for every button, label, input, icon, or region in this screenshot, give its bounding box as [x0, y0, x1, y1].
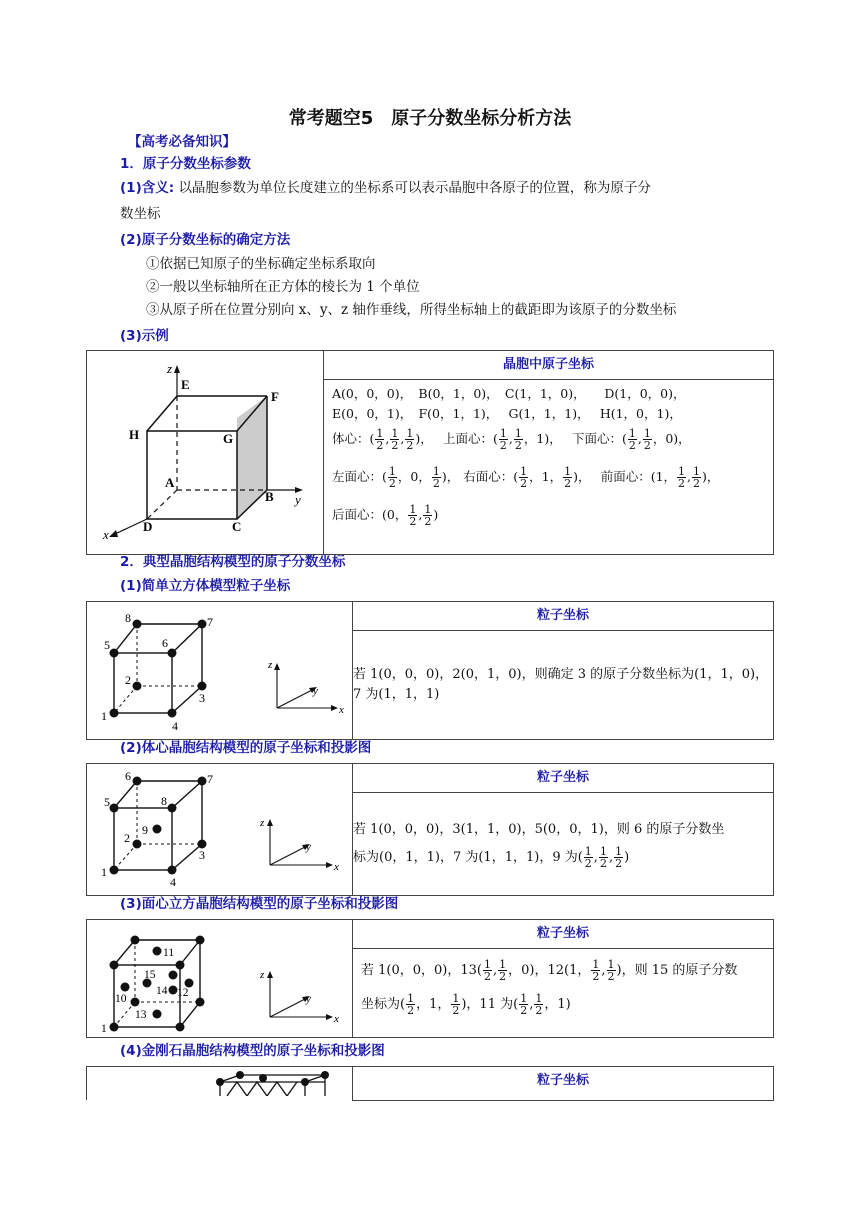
- definition-text: 以晶胞参数为单位长度建立的坐标系可以表示晶胞中各原子的位置，称为原子分: [178, 180, 651, 196]
- bcc-text: 若 1(0，0，0)，3(1，1，0)，5(0，0，1)，则 6 的原子分数坐 标为(0，1，1)，7 为(1，1，1)，9 为( $\frac{1}{2}$ , $\frac{1}{2}$ , $\frac{1}{2}$ ): [353, 793, 774, 896]
- bcc-table: [86, 763, 774, 896]
- vertex-label: F: [271, 389, 279, 404]
- svg-text:5: 5: [104, 795, 110, 809]
- simple-cubic-text: 若 1(0，0，0)，2(0，1，0)，则确定 3 的原子分数坐标为(1，1，0)，7 为(1，1，1): [353, 631, 774, 740]
- svg-text:4: 4: [172, 719, 178, 733]
- svg-text:5: 5: [104, 638, 110, 652]
- svg-text:10: 10: [115, 993, 127, 1005]
- diamond-header: 粒子坐标: [353, 1067, 774, 1101]
- cube-diagram-cell: [87, 351, 324, 555]
- svg-text:9: 9: [142, 823, 148, 837]
- svg-text:2: 2: [124, 831, 130, 845]
- simple-cubic-table: [86, 601, 774, 740]
- svg-text:1: 1: [101, 1023, 107, 1033]
- svg-text:13: 13: [135, 1009, 147, 1021]
- method-label: (2)原子分数坐标的确定方法: [120, 232, 291, 248]
- example-label: (3)示例: [120, 328, 169, 344]
- coord-row: E(0，0，1)， F(0，1，1)， G(1，1，1)， H(1，0，1)，: [332, 406, 682, 421]
- svg-text:x: x: [339, 704, 344, 716]
- svg-text:z: z: [268, 659, 273, 671]
- heading-1: 1．原子分数坐标参数: [120, 156, 251, 172]
- left-center-label: 左面心：: [332, 469, 383, 484]
- svg-text:3: 3: [199, 691, 205, 705]
- svg-text:6: 6: [162, 636, 168, 650]
- vertex-label: D: [143, 519, 153, 534]
- svg-text:y: y: [306, 841, 311, 853]
- vertex-label: E: [181, 377, 190, 392]
- svg-text:1: 1: [101, 709, 107, 723]
- svg-text:1: 1: [101, 865, 107, 879]
- bcc-diagram: [87, 764, 352, 891]
- diamond-diagram-cell: [87, 1067, 353, 1101]
- subheading-bcc: (2)体心晶胞结构模型的原子坐标和投影图: [120, 740, 372, 756]
- axis-label: y: [295, 492, 301, 507]
- definition-cont: 数坐标: [120, 206, 161, 222]
- definition-label: (1)含义:: [120, 180, 175, 196]
- diamond-table: [86, 1066, 774, 1101]
- back-center-label: 后面心：: [332, 507, 383, 522]
- svg-text:z: z: [260, 969, 265, 981]
- method-item: ①依据已知原子的坐标确定坐标系取向: [146, 256, 376, 272]
- vertex-label: B: [265, 489, 274, 504]
- svg-text:z: z: [260, 817, 265, 829]
- fcc-table: [86, 919, 774, 1038]
- svg-text:7: 7: [207, 615, 213, 629]
- simple-cubic-diagram-cell: [87, 602, 353, 740]
- right-center-label: 右面心：: [463, 469, 514, 484]
- svg-text:4: 4: [170, 875, 176, 889]
- svg-text:12: 12: [177, 987, 189, 999]
- svg-text:3: 3: [199, 848, 205, 862]
- fcc-diagram: [87, 920, 352, 1033]
- bcc-diagram-cell: [87, 764, 353, 896]
- method-item: ③从原子所在位置分别向 x、y、z 轴作垂线，所得坐标轴上的截距即为该原子的分数坐标: [146, 302, 677, 318]
- front-center-label: 前面心：: [600, 469, 651, 484]
- fcc-text: 若 1(0，0，0)，13( $\frac{1}{2}$ , $\frac{1}{2}$ ，0)，12(1， $\frac{1}{2}$ , $\frac{1}{2}$ )，则 15 的原子分数 坐标为( $\frac{1}{2}$ ，1， $\frac{1}{2}$ )，11 为( $\frac{1}{2}$ , $\frac{1}{2}$ ，1): [353, 949, 774, 1038]
- example-table: [86, 350, 774, 555]
- svg-text:11: 11: [163, 947, 175, 959]
- vertex-label: G: [223, 431, 234, 446]
- top-center-label: 上面心：: [442, 431, 493, 446]
- simple-cubic-diagram: [87, 602, 352, 735]
- svg-text:6: 6: [125, 769, 131, 783]
- cube-diagram: [87, 351, 323, 550]
- bcc-header: 粒子坐标: [353, 764, 774, 793]
- svg-text:x: x: [334, 1013, 339, 1025]
- svg-text:2: 2: [125, 673, 131, 687]
- svg-text:8: 8: [161, 794, 167, 808]
- svg-text:y: y: [313, 685, 318, 697]
- coord-row: A(0，0，0)， B(0，1，0)， C(1，1，0)， D(1，0，0)，: [332, 386, 686, 401]
- section-tag: 【高考必备知识】: [128, 134, 236, 150]
- diamond-diagram: [87, 1067, 352, 1096]
- fcc-header: 粒子坐标: [353, 920, 774, 949]
- heading-2: 2．典型晶胞结构模型的原子分数坐标: [120, 554, 346, 570]
- fcc-diagram-cell: [87, 920, 353, 1038]
- svg-text:8: 8: [125, 611, 131, 625]
- simple-cubic-header: 粒子坐标: [353, 602, 774, 631]
- method-item: ②一般以坐标轴所在正方体的棱长为 1 个单位: [146, 279, 420, 295]
- vertex-label: A: [165, 475, 175, 490]
- coordinate-list: A(0，0，0)， B(0，1，0)， C(1，1，0)， D(1，0，0)， E(0，0，1)， F(0，1，1)， G(1，1，1)， H(1，0，1)， 体心：( $\frac{1}{2}$ , $\frac{1}{2}$ , $\frac{1}{2}$ )， 上面心：( $\frac{1}{2}$ , $\frac{1}{2}$ ，1)， 下面心：( $\frac{1}{2}$ , $\frac{1}{2}$ ，0)， 左面心：( $\frac{1}{2}$ ，0， $\frac{1}{2}$ )， 右面心：( $\frac{1}{2}$ ，1， $\frac{1}{2}$ )， 前面心：(1， $\frac{1}{2}$ , $\frac{1}{2}$ )， 后面心：(0， $\frac{1}{2}$ , $\frac{1}{2}$ ): [324, 380, 774, 555]
- axis-label: z: [167, 361, 173, 376]
- subheading-fcc: (3)面心立方晶胞结构模型的原子坐标和投影图: [120, 896, 399, 912]
- vertex-label: H: [129, 427, 140, 442]
- example-header: 晶胞中原子坐标: [324, 351, 774, 380]
- body-center-label: 体心：: [332, 431, 370, 446]
- svg-text:7: 7: [207, 772, 213, 786]
- bottom-center-label: 下面心：: [571, 431, 622, 446]
- svg-text:14: 14: [156, 985, 168, 997]
- page-title: 常考题空5 原子分数坐标分析方法: [288, 108, 572, 129]
- axis-label: x: [103, 527, 109, 542]
- svg-text:x: x: [334, 861, 339, 873]
- vertex-label: C: [232, 519, 242, 534]
- subheading-diamond: (4)金刚石晶胞结构模型的原子坐标和投影图: [120, 1043, 385, 1059]
- subheading-simple-cubic: (1)简单立方体模型粒子坐标: [120, 578, 291, 594]
- svg-text:y: y: [306, 993, 311, 1005]
- svg-text:15: 15: [144, 969, 156, 981]
